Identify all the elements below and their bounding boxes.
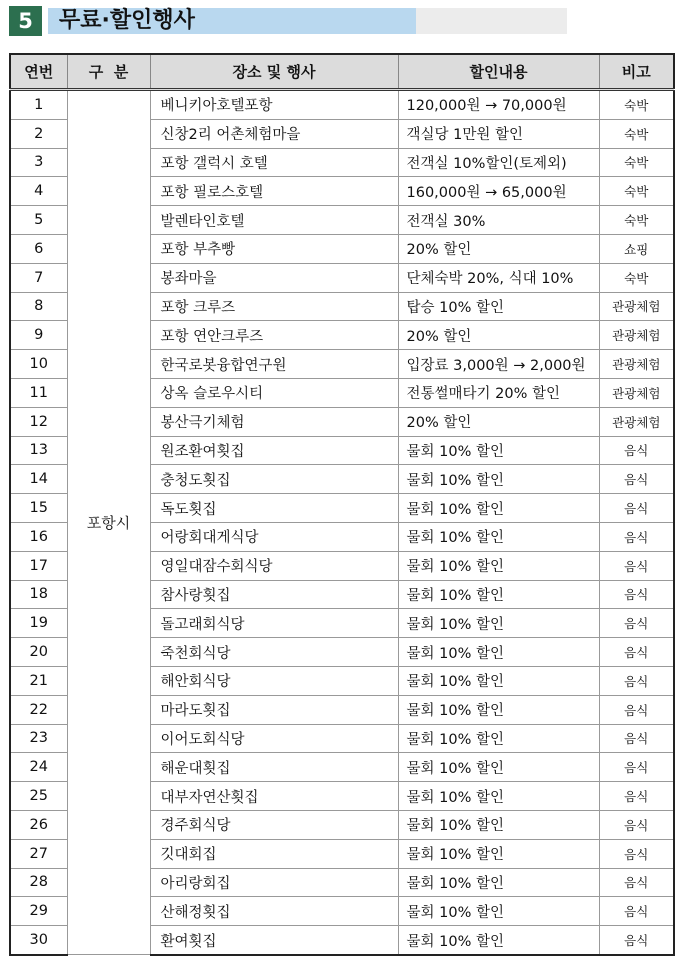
- category-note: 관광체험: [599, 321, 674, 350]
- discount-detail: 단체숙박 20%, 식대 10%: [398, 263, 599, 292]
- row-number: 28: [10, 868, 67, 897]
- category-note: 음식: [599, 494, 674, 523]
- discount-detail: 20% 할인: [398, 407, 599, 436]
- discount-detail: 물회 10% 할인: [398, 868, 599, 897]
- discount-detail: 물회 10% 할인: [398, 465, 599, 494]
- row-number: 24: [10, 753, 67, 782]
- row-number: 8: [10, 292, 67, 321]
- category-note: 관광체험: [599, 407, 674, 436]
- header-no: 연번: [10, 54, 67, 90]
- category-note: 음식: [599, 724, 674, 753]
- discount-detail: 물회 10% 할인: [398, 810, 599, 839]
- row-number: 19: [10, 609, 67, 638]
- place-name: 상옥 슬로우시티: [150, 378, 398, 407]
- discount-detail: 120,000원 → 70,000원: [398, 90, 599, 120]
- category-note: 관광체험: [599, 378, 674, 407]
- place-name: 원조환여횟집: [150, 436, 398, 465]
- discount-detail: 물회 10% 할인: [398, 638, 599, 667]
- header-bar-tail: [416, 8, 567, 34]
- discount-table: [9, 53, 675, 956]
- row-number: 12: [10, 407, 67, 436]
- row-number: 23: [10, 724, 67, 753]
- category-note: 숙박: [599, 206, 674, 235]
- category-note: 숙박: [599, 177, 674, 206]
- category-note: 음식: [599, 868, 674, 897]
- place-name: 포항 갤럭시 호텔: [150, 148, 398, 177]
- row-number: 22: [10, 695, 67, 724]
- row-number: 18: [10, 580, 67, 609]
- category-note: 음식: [599, 753, 674, 782]
- category-note: 음식: [599, 465, 674, 494]
- discount-detail: 물회 10% 할인: [398, 897, 599, 926]
- discount-detail: 물회 10% 할인: [398, 695, 599, 724]
- place-name: 봉좌마을: [150, 263, 398, 292]
- category-note: 관광체험: [599, 350, 674, 379]
- row-number: 21: [10, 666, 67, 695]
- row-number: 3: [10, 148, 67, 177]
- place-name: 대부자연산횟집: [150, 782, 398, 811]
- category-note: 음식: [599, 782, 674, 811]
- discount-detail: 물회 10% 할인: [398, 839, 599, 868]
- place-name: 독도횟집: [150, 494, 398, 523]
- row-number: 7: [10, 263, 67, 292]
- place-name: 포항 연안크루즈: [150, 321, 398, 350]
- row-number: 13: [10, 436, 67, 465]
- section-header: [9, 6, 559, 36]
- discount-detail: 20% 할인: [398, 321, 599, 350]
- place-name: 해운대횟집: [150, 753, 398, 782]
- row-number: 29: [10, 897, 67, 926]
- category-note: 음식: [599, 580, 674, 609]
- discount-detail: 객실당 1만원 할인: [398, 119, 599, 148]
- discount-detail: 물회 10% 할인: [398, 522, 599, 551]
- row-number: 30: [10, 926, 67, 955]
- row-number: 26: [10, 810, 67, 839]
- row-number: 20: [10, 638, 67, 667]
- category-note: 음식: [599, 609, 674, 638]
- header-division: 구 분: [67, 54, 150, 90]
- row-number: 15: [10, 494, 67, 523]
- category-note: 음식: [599, 897, 674, 926]
- category-note: 숙박: [599, 148, 674, 177]
- row-number: 17: [10, 551, 67, 580]
- row-number: 16: [10, 522, 67, 551]
- row-number: 1: [10, 90, 67, 120]
- place-name: 봉산극기체험: [150, 407, 398, 436]
- place-name: 포항 필로스호텔: [150, 177, 398, 206]
- row-number: 4: [10, 177, 67, 206]
- place-name: 영일대잠수회식당: [150, 551, 398, 580]
- table-row: [10, 90, 674, 120]
- row-number: 2: [10, 119, 67, 148]
- discount-table-wrap: [9, 53, 673, 956]
- table-header-row: [10, 54, 674, 90]
- place-name: 산해정횟집: [150, 897, 398, 926]
- category-note: 관광체험: [599, 292, 674, 321]
- category-note: 음식: [599, 810, 674, 839]
- place-name: 포항 크루즈: [150, 292, 398, 321]
- category-note: 음식: [599, 839, 674, 868]
- place-name: 베니키아호텔포항: [150, 90, 398, 120]
- place-name: 어랑회대게식당: [150, 522, 398, 551]
- category-note: 숙박: [599, 119, 674, 148]
- row-number: 6: [10, 234, 67, 263]
- category-note: 숙박: [599, 90, 674, 120]
- place-name: 참사랑횟집: [150, 580, 398, 609]
- header-discount: 할인내용: [398, 54, 599, 90]
- place-name: 깃대회집: [150, 839, 398, 868]
- discount-detail: 전객실 10%할인(토제외): [398, 148, 599, 177]
- row-number: 27: [10, 839, 67, 868]
- discount-detail: 탑승 10% 할인: [398, 292, 599, 321]
- category-note: 음식: [599, 926, 674, 955]
- discount-detail: 물회 10% 할인: [398, 609, 599, 638]
- place-name: 신창2리 어촌체험마을: [150, 119, 398, 148]
- place-name: 포항 부추빵: [150, 234, 398, 263]
- row-number: 14: [10, 465, 67, 494]
- division-cell: 포항시: [67, 90, 150, 955]
- discount-detail: 물회 10% 할인: [398, 494, 599, 523]
- place-name: 마라도횟집: [150, 695, 398, 724]
- section-number: 5: [9, 6, 45, 36]
- row-number: 5: [10, 206, 67, 235]
- discount-detail: 전객실 30%: [398, 206, 599, 235]
- category-note: 음식: [599, 638, 674, 667]
- discount-detail: 20% 할인: [398, 234, 599, 263]
- discount-detail: 물회 10% 할인: [398, 926, 599, 955]
- place-name: 이어도회식당: [150, 724, 398, 753]
- category-note: 쇼핑: [599, 234, 674, 263]
- discount-detail: 물회 10% 할인: [398, 782, 599, 811]
- place-name: 죽천회식당: [150, 638, 398, 667]
- discount-detail: 물회 10% 할인: [398, 551, 599, 580]
- category-note: 숙박: [599, 263, 674, 292]
- row-number: 10: [10, 350, 67, 379]
- place-name: 충청도횟집: [150, 465, 398, 494]
- place-name: 돌고래회식당: [150, 609, 398, 638]
- header-note: 비고: [599, 54, 674, 90]
- row-number: 11: [10, 378, 67, 407]
- category-note: 음식: [599, 522, 674, 551]
- place-name: 발렌타인호텔: [150, 206, 398, 235]
- place-name: 경주회식당: [150, 810, 398, 839]
- place-name: 아리랑회집: [150, 868, 398, 897]
- place-name: 환여횟집: [150, 926, 398, 955]
- discount-detail: 물회 10% 할인: [398, 724, 599, 753]
- category-note: 음식: [599, 666, 674, 695]
- discount-detail: 물회 10% 할인: [398, 580, 599, 609]
- section-title: 무료·할인행사: [59, 8, 195, 33]
- discount-detail: 입장료 3,000원 → 2,000원: [398, 350, 599, 379]
- discount-detail: 160,000원 → 65,000원: [398, 177, 599, 206]
- table-body: [10, 90, 674, 955]
- category-note: 음식: [599, 551, 674, 580]
- discount-detail: 물회 10% 할인: [398, 753, 599, 782]
- discount-detail: 물회 10% 할인: [398, 436, 599, 465]
- discount-detail: 물회 10% 할인: [398, 666, 599, 695]
- place-name: 한국로봇융합연구원: [150, 350, 398, 379]
- place-name: 해안회식당: [150, 666, 398, 695]
- discount-detail: 전통썰매타기 20% 할인: [398, 378, 599, 407]
- header-place: 장소 및 행사: [150, 54, 398, 90]
- row-number: 25: [10, 782, 67, 811]
- category-note: 음식: [599, 436, 674, 465]
- category-note: 음식: [599, 695, 674, 724]
- row-number: 9: [10, 321, 67, 350]
